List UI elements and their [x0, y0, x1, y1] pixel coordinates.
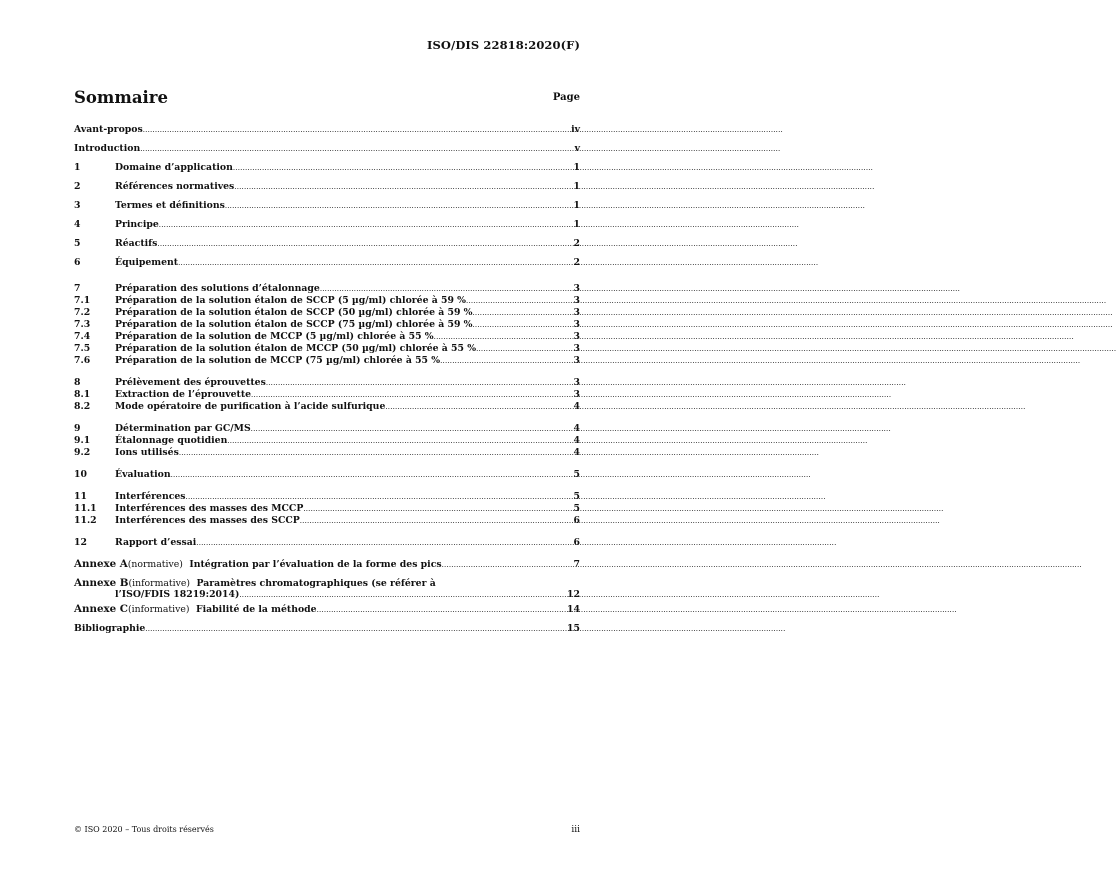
toc-entry-text: Préparation de la solution de MCCP (5 µg/ml) chlorée à 55 %	[115, 331, 434, 342]
toc-page-number: v	[574, 143, 580, 154]
toc-annex-type: (normative)	[127, 559, 183, 570]
toc-annex-type: (informative)	[127, 604, 190, 615]
toc-annex-label: Annexe C	[74, 603, 128, 615]
toc-entry[interactable]	[74, 423, 580, 435]
toc-entry-text: Fiabilité de la méthode	[196, 604, 317, 615]
toc-entry-number: 10	[74, 469, 87, 480]
toc-entry-text: l’ISO/FDIS 18219:2014)	[115, 589, 240, 600]
toc-entry-number: 8.1	[74, 389, 91, 400]
toc-page-number: 4	[573, 423, 580, 434]
footer-page-number: iii	[571, 825, 580, 835]
footer-copyright: © ISO 2020 – Tous droits réservés	[74, 825, 214, 834]
toc-leader-dots	[385, 402, 572, 413]
toc-entry-number: 7.5	[74, 343, 91, 354]
toc-entry[interactable]	[74, 537, 580, 549]
toc-page-number: 3	[573, 389, 580, 400]
toc-page-number: 3	[573, 343, 580, 354]
toc-leader-dots	[196, 538, 572, 549]
toc-entry-number: 7	[74, 283, 81, 294]
toc-page-number: 4	[573, 435, 580, 446]
toc-annex-entry[interactable]	[74, 604, 580, 616]
toc-annex-entry[interactable]	[74, 578, 580, 589]
toc-annex-heading	[74, 578, 197, 589]
toc-page-number: 3	[573, 295, 580, 306]
toc-entry[interactable]	[74, 623, 580, 635]
toc-entry-text: Interférences des masses des MCCP	[115, 503, 304, 514]
toc-entry-text: Paramètres chromatographiques (se référer à	[196, 578, 436, 589]
toc-entry-text: Intégration par l’évaluation de la forme des pics	[189, 559, 442, 570]
toc-leader-dots	[143, 125, 570, 136]
toc-leader-dots	[303, 504, 572, 515]
toc-entry[interactable]	[74, 319, 580, 331]
toc-entry[interactable]	[74, 238, 580, 250]
toc-entry-number: 7.3	[74, 319, 91, 330]
toc-entry-number: 7.4	[74, 331, 91, 342]
toc-entry[interactable]	[74, 283, 580, 295]
toc-leader-dots	[251, 390, 572, 401]
toc-leader-dots	[466, 296, 572, 307]
toc-leader-dots	[233, 163, 573, 174]
toc-leader-dots	[442, 560, 573, 571]
toc-page-number: 3	[573, 377, 580, 388]
toc-page-number: 3	[573, 319, 580, 330]
toc-entry-number: 12	[74, 537, 87, 548]
toc-page-number: 3	[573, 307, 580, 318]
toc-leader-dots	[140, 144, 573, 155]
toc-leader-dots	[440, 356, 572, 367]
toc-entry-text: Interférences des masses des SCCP	[115, 515, 300, 526]
toc-entry[interactable]	[74, 143, 580, 155]
toc-entry[interactable]	[74, 389, 580, 401]
toc-page-number: 3	[573, 331, 580, 342]
toc-entry-text: Préparation de la solution étalon de SCCP (75 µg/ml) chlorée à 59 %	[115, 319, 473, 330]
toc-entry-number: 7.1	[74, 295, 91, 306]
toc-page-number: 2	[573, 238, 580, 249]
toc-entry-number: 8	[74, 377, 81, 388]
toc-page-number: 14	[567, 604, 580, 615]
toc-entry[interactable]	[74, 162, 580, 174]
toc-page-number: 3	[573, 283, 580, 294]
toc-leader-dots	[178, 258, 572, 269]
toc-leader-dots	[300, 516, 573, 527]
toc-page-number: 6	[573, 537, 580, 548]
toc-page-number: 4	[573, 447, 580, 458]
page-title: Sommaire	[74, 88, 168, 107]
toc-leader-dots	[179, 448, 573, 459]
toc-entry-number: 9.2	[74, 447, 91, 458]
toc-leader-dots	[157, 239, 572, 250]
toc-leader-dots	[476, 344, 572, 355]
toc-page-number: 1	[573, 219, 580, 230]
toc-entry-text: Principe	[115, 219, 159, 230]
toc-page-number: 5	[573, 503, 580, 514]
toc-annex-heading	[74, 559, 189, 570]
toc-entry-text: Mode opératoire de purification à l’acide sulfurique	[115, 401, 386, 412]
toc-entry-text: Prélèvement des éprouvettes	[115, 377, 266, 388]
toc-entry[interactable]	[74, 295, 580, 307]
toc-entry-number: 7.2	[74, 307, 91, 318]
toc-entry[interactable]	[74, 219, 580, 231]
toc-entry-text: Préparation de la solution étalon de SCCP (5 µg/ml) chlorée à 59 %	[115, 295, 467, 306]
toc-page-number: 5	[573, 491, 580, 502]
toc-entry[interactable]	[74, 331, 580, 343]
toc-page-number: 15	[567, 623, 580, 634]
toc-entry-number: 11	[74, 491, 87, 502]
toc-page-number: 1	[573, 200, 580, 211]
toc-page-number: iv	[571, 124, 580, 135]
toc-entry[interactable]	[74, 491, 580, 503]
toc-entry-text: Équipement	[115, 257, 179, 268]
toc-entry-text: Rapport d’essai	[115, 537, 197, 548]
toc-leader-dots	[186, 492, 573, 503]
toc-page-number: 1	[573, 162, 580, 173]
toc-leader-dots	[251, 424, 573, 435]
toc-leader-dots	[473, 320, 573, 331]
toc-annex-type: (informative)	[128, 578, 191, 589]
toc-entry-number: 6	[74, 257, 81, 268]
toc-entry[interactable]	[74, 343, 580, 355]
toc-entry-text: Extraction de l’éprouvette	[115, 389, 252, 400]
toc-page-number: 5	[573, 469, 580, 480]
toc-leader-dots	[317, 605, 566, 616]
toc-annex-heading	[74, 604, 196, 615]
toc-page-number: 2	[573, 257, 580, 268]
toc-entry-text: Étalonnage quotidien	[115, 435, 228, 446]
toc-entry[interactable]	[74, 447, 580, 459]
toc-entry-number: 11.2	[74, 515, 97, 526]
toc-annex-entry[interactable]	[74, 559, 580, 571]
toc-page-number: 6	[573, 515, 580, 526]
toc-entry-text: Références normatives	[115, 181, 235, 192]
toc-entry[interactable]	[74, 377, 580, 389]
toc-leader-dots	[239, 590, 566, 601]
toc-entry-text: Évaluation	[115, 469, 171, 480]
toc-page-number: 4	[573, 401, 580, 412]
toc-leader-dots	[266, 378, 573, 389]
toc-entry-number: 9	[74, 423, 81, 434]
page-column-label: Page	[552, 92, 580, 103]
toc-entry[interactable]	[74, 181, 580, 193]
toc-entry-number: 9.1	[74, 435, 91, 446]
toc-entry-text: Réactifs	[115, 238, 158, 249]
toc-leader-dots	[434, 332, 573, 343]
toc-leader-dots	[171, 470, 573, 481]
toc-entry-text: Préparation de la solution étalon de SCCP (50 µg/ml) chlorée à 59 %	[115, 307, 473, 318]
toc-entry-text: Avant-propos	[74, 124, 143, 135]
toc-page-number: 12	[567, 589, 580, 600]
toc-entry-number: 11.1	[74, 503, 97, 514]
toc-entry-text: Détermination par GC/MS	[115, 423, 251, 434]
toc-entry-number: 5	[74, 238, 81, 249]
toc-entry-text: Interférences	[115, 491, 186, 502]
toc-entry-number: 8.2	[74, 401, 91, 412]
toc-entry-number: 7.6	[74, 355, 91, 366]
toc-entry-text: Introduction	[74, 143, 141, 154]
toc-entry-number: 2	[74, 181, 81, 192]
toc-page-number: 7	[573, 559, 580, 570]
toc-annex-label: Annexe B	[74, 577, 129, 589]
toc-leader-dots	[227, 436, 572, 447]
toc-entry-text: Préparation de la solution étalon de MCCP (50 µg/ml) chlorée à 55 %	[115, 343, 477, 354]
toc-entry[interactable]	[74, 200, 580, 212]
toc-entry[interactable]	[74, 355, 580, 367]
toc-entry-number: 1	[74, 162, 81, 173]
toc-entry[interactable]	[74, 124, 580, 136]
document-id: ISO/DIS 22818:2020(F)	[427, 38, 580, 52]
toc-entry-text: Ions utilisés	[115, 447, 179, 458]
toc-entry[interactable]	[74, 435, 580, 447]
toc-entry-text: Domaine d’application	[115, 162, 233, 173]
toc-entry-text: Préparation de la solution de MCCP (75 µg/ml) chlorée à 55 %	[115, 355, 441, 366]
toc-entry[interactable]	[74, 469, 580, 481]
toc-leader-dots	[225, 201, 573, 212]
toc-annex-continuation[interactable]	[115, 589, 580, 601]
toc-page-number: 3	[573, 355, 580, 366]
toc-entry-text: Termes et définitions	[115, 200, 225, 211]
toc-leader-dots	[145, 624, 566, 635]
toc-entry[interactable]	[74, 503, 580, 515]
toc-entry-number: 3	[74, 200, 81, 211]
toc-leader-dots	[234, 182, 572, 193]
toc-entry-number: 4	[74, 219, 81, 230]
toc-entry-text: Préparation des solutions d’étalonnage	[115, 283, 320, 294]
toc-leader-dots	[320, 284, 573, 295]
toc-entry[interactable]	[74, 515, 580, 527]
toc-leader-dots	[473, 308, 573, 319]
toc-entry-text: Bibliographie	[74, 623, 146, 634]
toc-entry[interactable]	[74, 257, 580, 269]
toc-annex-label: Annexe A	[74, 558, 128, 570]
toc-page-number: 1	[573, 181, 580, 192]
toc-leader-dots	[159, 220, 573, 231]
toc-entry[interactable]	[74, 401, 580, 413]
toc-entry[interactable]	[74, 307, 580, 319]
